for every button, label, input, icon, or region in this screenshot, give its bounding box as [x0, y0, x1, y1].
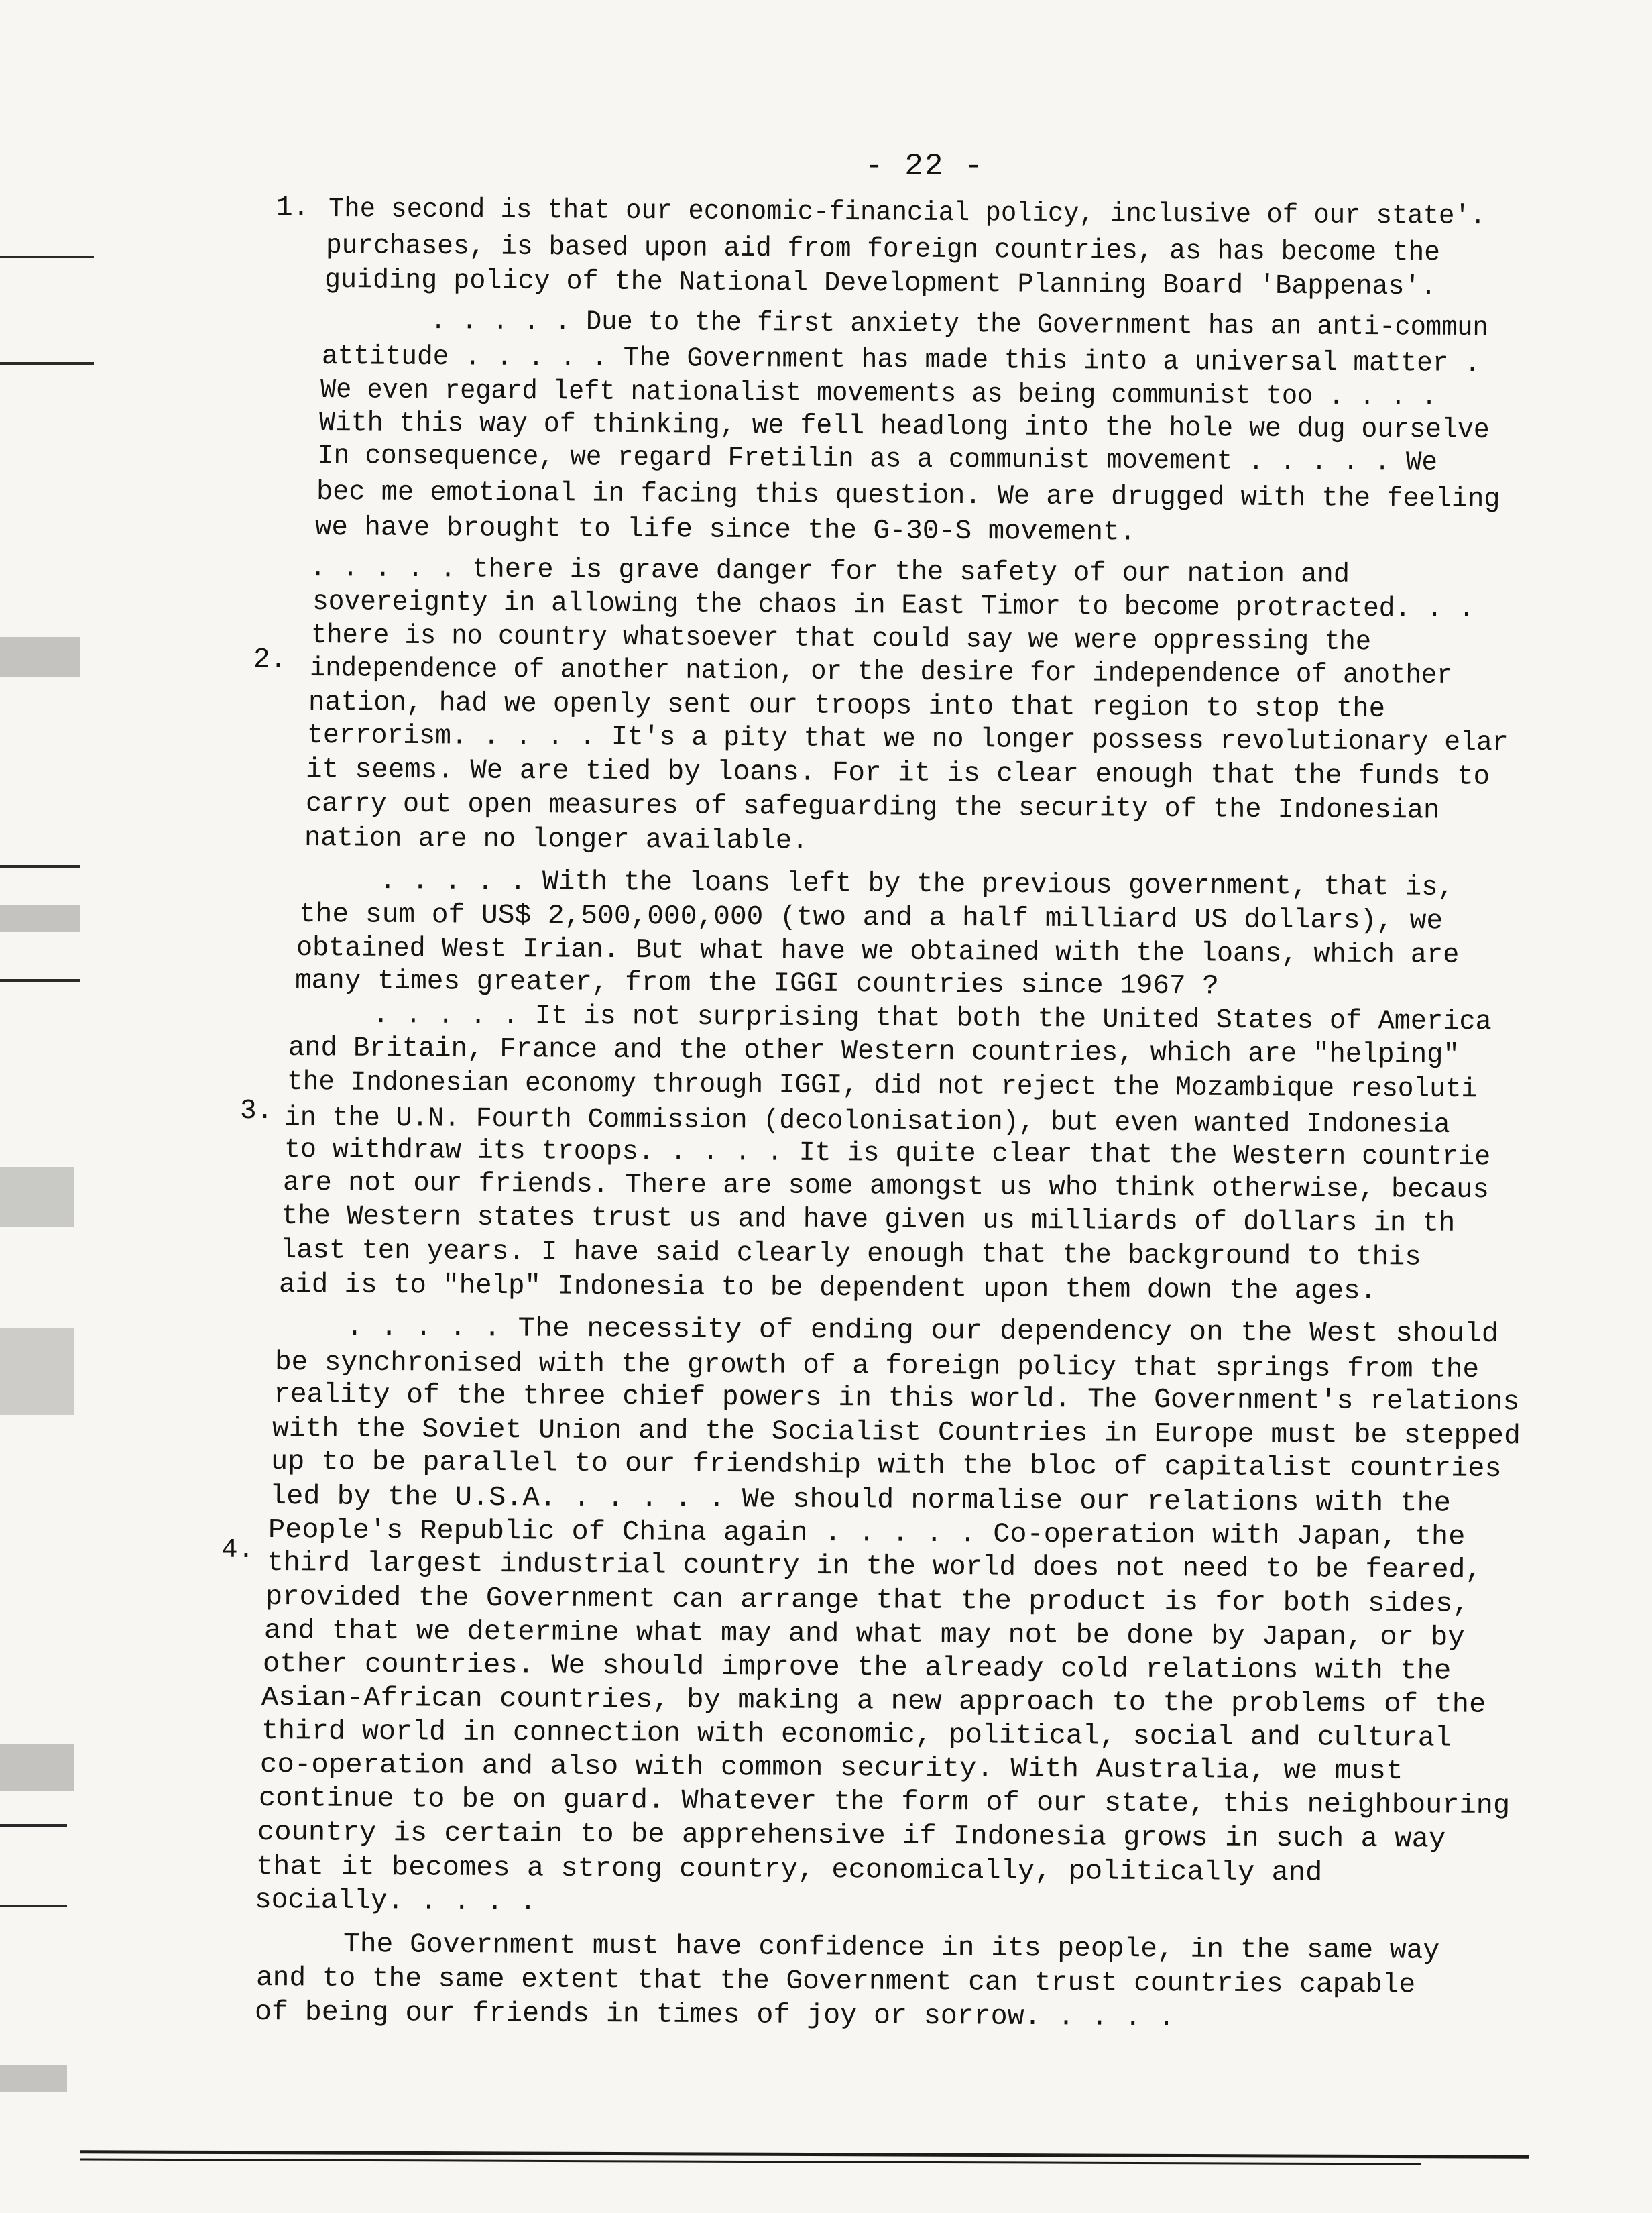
- scan-mark: [0, 1905, 67, 1907]
- text-line: that it becomes a strong country, economically, politically and: [255, 1852, 1323, 1889]
- text-line: last ten years. I have said clearly enough that the background to this: [280, 1235, 1421, 1273]
- text-line: socially. . . . .: [254, 1885, 537, 1918]
- text-line: led by the U.S.A. . . . . . We should normalise our relations with the: [269, 1481, 1452, 1520]
- scan-mark: [0, 256, 94, 258]
- text-line: . . . . . Due to the first anxiety the Government has an anti-commun: [430, 306, 1488, 344]
- text-line: reality of the three chief powers in this world. The Government's relations: [273, 1379, 1520, 1418]
- text-line: to withdraw its troops. . . . . It is quite clear that the Western countrie: [284, 1135, 1491, 1174]
- bottom-rule: [80, 2150, 1529, 2159]
- text-line: we have brought to life since the G-30-S movement.: [314, 512, 1136, 549]
- page-number: - 22 -: [865, 149, 984, 184]
- text-line: continue to be on guard. Whatever the form of our state, this neighbouring: [258, 1783, 1511, 1822]
- text-line: co-operation and also with common security. With Australia, we must: [259, 1750, 1403, 1788]
- text-line: there is no country whatsoever that could say we were oppressing the: [310, 620, 1372, 659]
- text-line: . . . . . there is grave danger for the safety of our nation and: [309, 553, 1350, 591]
- text-line: . . . . . It is not surprising that both the United States of America: [372, 1000, 1492, 1038]
- text-line: obtained West Irian. But what have we obtained with the loans, which are: [296, 933, 1460, 971]
- text-line: other countries. We should improve the already cold relations with the: [262, 1649, 1452, 1687]
- text-line: many times greater, from the IGGI countries since 1967 ?: [294, 966, 1219, 1003]
- scan-mark: [0, 1824, 67, 1827]
- text-line: . . . . . With the loans left by the previous government, that is,: [379, 866, 1454, 903]
- bottom-rule: [80, 2159, 1421, 2165]
- text-line: nation are no longer available.: [304, 823, 809, 857]
- item-number-2: 2.: [253, 644, 287, 675]
- text-line: guiding policy of the National Development Planning Board 'Bappenas'.: [324, 265, 1437, 303]
- text-line: up to be parallel to our friendship with the bloc of capitalist countries: [270, 1446, 1502, 1485]
- text-line: in the U.N. Fourth Commission (decolonisation), but even wanted Indonesia: [284, 1102, 1450, 1141]
- text-line: and Britain, France and the other Western countries, which are "helping": [288, 1033, 1460, 1071]
- text-line: third world in connection with economic, political, social and cultural: [261, 1716, 1452, 1754]
- text-line: third largest industrial country in the world does not need to be feared,: [266, 1548, 1482, 1586]
- item-number-4: 4.: [221, 1535, 255, 1566]
- text-line: Asian-African countries, by making a new approach to the problems of the: [261, 1683, 1486, 1721]
- text-line: and that we determine what may and what may not be done by Japan, or by: [263, 1615, 1465, 1654]
- text-line: In consequence, we regard Fretilin as a communist movement . . . . . We: [317, 441, 1438, 479]
- text-line: People's Republic of China again . . . . . Co-operation with Japan, the: [268, 1515, 1466, 1553]
- scan-mark: [0, 905, 80, 932]
- scan-mark: [0, 1167, 74, 1227]
- text-line: sovereignty in allowing the chaos in East Timor to become protracted. . .: [312, 587, 1475, 625]
- text-line: aid is to "help" Indonesia to be dependent upon them down the ages.: [278, 1269, 1377, 1308]
- item-number-1: 1.: [276, 192, 310, 223]
- text-line: . . . . . The necessity of ending our dependency on the West should: [345, 1312, 1499, 1351]
- text-line: be synchronised with the growth of a foreign policy that springs from the: [274, 1347, 1480, 1385]
- text-line: are not our friends. There are some amongst us who think otherwise, becaus: [282, 1168, 1489, 1206]
- text-line: nation, had we openly sent our troops into that region to stop the: [308, 687, 1386, 725]
- text-line: The second is that our economic-financial policy, inclusive of our state'.: [328, 194, 1486, 233]
- text-line: purchases, is based upon aid from foreign countries, as has become the: [325, 231, 1441, 269]
- text-line: carry out open measures of safeguarding the security of the Indonesian: [305, 789, 1440, 827]
- scan-mark: [0, 1328, 74, 1415]
- text-line: the Indonesian economy through IGGI, did not reject the Mozambique resoluti: [286, 1067, 1478, 1106]
- text-line: provided the Government can arrange that the product is for both sides,: [265, 1582, 1470, 1620]
- scan-mark: [0, 362, 94, 365]
- text-line: it seems. We are tied by loans. For it is clear enough that the funds to: [305, 754, 1490, 793]
- text-line: independence of another nation, or the desire for independence of another: [309, 653, 1453, 691]
- item-number-3: 3.: [240, 1096, 274, 1127]
- scan-mark: [0, 1744, 74, 1791]
- text-line: country is certain to be apprehensive if Indonesia grows in such a way: [257, 1817, 1446, 1856]
- text-line: with the Soviet Union and the Socialist Countries in Europe must be stepped: [272, 1414, 1521, 1453]
- text-line: terrorism. . . . . It's a pity that we no longer possess revolutionary elar: [306, 720, 1509, 759]
- text-line: The Government must have confidence in its people, in the same way: [343, 1929, 1440, 1967]
- text-line: and to the same extent that the Government can trust countries capable: [255, 1963, 1416, 2001]
- text-line: We even regard left nationalist movements as being communist too . . . .: [320, 375, 1437, 413]
- scan-mark: [0, 865, 80, 868]
- text-line: With this way of thinking, we fell headlong into the hole we dug ourselve: [318, 408, 1490, 446]
- text-line: bec me emotional in facing this question. We are drugged with the feeling: [316, 477, 1500, 515]
- text-line: the sum of US$ 2,500,000,000 (two and a half milliard US dollars), we: [298, 899, 1443, 938]
- text-line: of being our friends in times of joy or sorrow. . . . .: [254, 1997, 1175, 2034]
- scan-mark: [0, 2065, 67, 2092]
- scan-mark: [0, 979, 80, 982]
- scan-mark: [0, 637, 80, 677]
- text-line: attitude . . . . . The Government has made this into a universal matter .: [321, 341, 1480, 380]
- text-line: the Western states trust us and have given us milliards of dollars in th: [281, 1201, 1456, 1239]
